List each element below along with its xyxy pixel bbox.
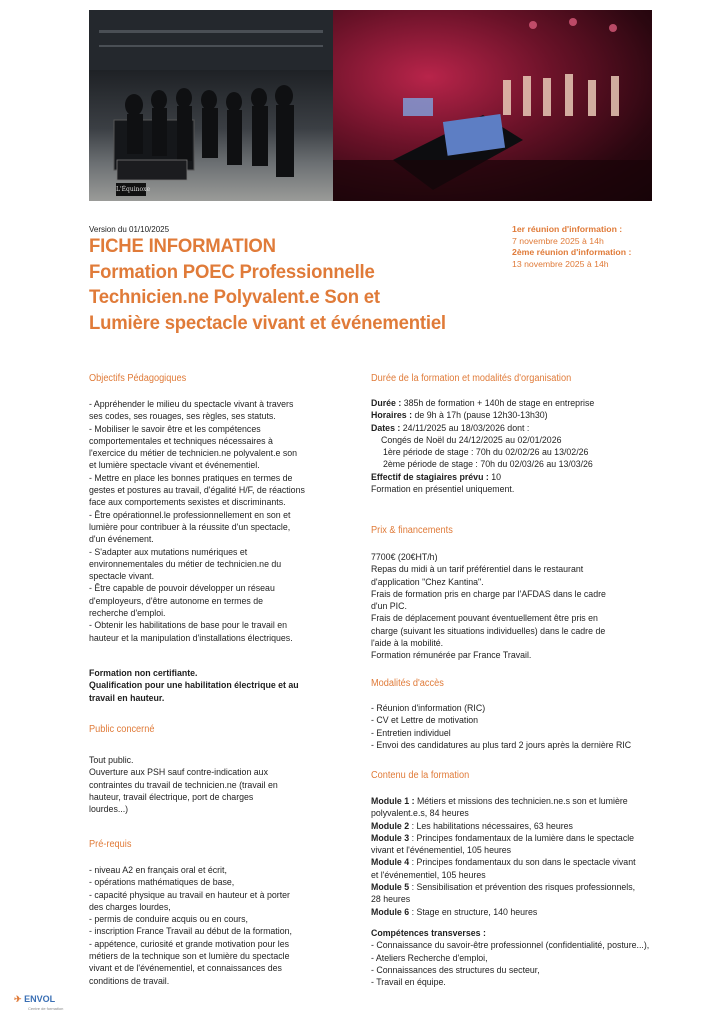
title-line-3: Technicien.ne Polyvalent.e Son et — [89, 286, 380, 308]
module-4-cont: et l'événementiel, 105 heures — [371, 869, 486, 880]
module-3-label: Module 3 — [371, 832, 410, 843]
objectifs-line: et lumière spectacle vivant et événementiel. — [89, 460, 260, 471]
prix-line: Frais de formation pris en charge par l'AFDAS dans le cadre — [371, 588, 606, 599]
objectifs-line: l'exercice du métier de technicien.ne polyvalent.e son — [89, 448, 298, 459]
prix-line: charge (suivant les situations individuelles) dans le cadre de — [371, 625, 606, 636]
page-title — [89, 234, 488, 336]
objectifs-line: recherche d'emploi. — [89, 608, 166, 619]
transverses-line: - Connaissances des structures du secteur, — [371, 964, 540, 975]
module-3 — [371, 832, 636, 844]
envol-logo-text: ENVOL — [24, 994, 56, 1004]
objectifs-line: - Obtenir les habilitations de base pour le travail en — [89, 620, 288, 631]
objectifs-line: hauteur et la manipulation d'installations électriques. — [89, 632, 293, 643]
public-heading: Public concerné — [89, 724, 155, 735]
prerequis-list — [89, 864, 292, 987]
duree-value: 385h de formation + 140h de stage en entreprise — [401, 398, 595, 408]
prerequis-line: - capacité physique au travail en hauteur et à porter — [89, 889, 290, 900]
effectif-label: Effectif de stagiaires prévu : — [371, 471, 489, 482]
objectifs-line: d'un événement. — [89, 534, 154, 545]
objectifs-line: - S'adapter aux mutations numériques et — [89, 546, 248, 557]
prerequis-line: - inscription France Travail au début de la formation, — [89, 926, 292, 937]
horaires-value: de 9h à 17h (pause 12h30-13h30) — [412, 410, 548, 421]
modules-list — [371, 795, 636, 918]
objectifs-line: d'employeurs, d'être autonome en termes de — [89, 595, 264, 606]
certification-line: Formation non certifiante. — [89, 668, 198, 678]
module-2-label: Module 2 — [371, 820, 410, 831]
transverses-line: - Ateliers Recherche d'emploi, — [371, 952, 488, 963]
prerequis-line: - appétence, curiosité et grande motivation pour les — [89, 938, 290, 949]
module-4-text: : Principes fondamentaux du son dans le spectacle vivant — [409, 857, 636, 868]
objectifs-line: - Mettre en place les bonnes pratiques en termes de — [89, 472, 293, 483]
version-date: Version du 01/10/2025 — [89, 225, 170, 234]
acces-line: - Entretien individuel — [371, 727, 451, 738]
prerequis-line: conditions de travail. — [89, 975, 170, 986]
dates-label: Dates : — [371, 422, 401, 433]
prix-line: Formation rémunérée par France Travail. — [371, 650, 532, 661]
mode-line: Formation en présentiel uniquement. — [371, 484, 515, 495]
module-5-label: Module 5 — [371, 882, 410, 893]
module-4-label: Module 4 — [371, 857, 410, 868]
prerequis-line: des charges lourdes, — [89, 901, 171, 912]
info-meetings — [512, 224, 631, 270]
module-5-text: : Sensibilisation et prévention des risques professionnels, — [409, 882, 636, 893]
dates-sub: 1ère période de stage : 70h du 02/02/26 au 13/02/26 — [383, 447, 589, 458]
dates-value: 24/11/2025 au 18/03/2026 dont : — [400, 422, 530, 433]
prerequis-line: - opérations mathématiques de base, — [89, 877, 235, 888]
prix-line: l'aide à la mobilité. — [371, 638, 444, 649]
prix-heading: Prix & financements — [371, 525, 453, 536]
title-line-1: FICHE INFORMATION — [89, 235, 276, 257]
module-3-text: : Principes fondamentaux de la lumière dans le spectacle — [409, 832, 635, 843]
transverses-line: - Connaissance du savoir-être professionnel (confidentialité, posture...), — [371, 940, 650, 951]
module-2 — [371, 820, 636, 832]
public-line: contraintes du travail de technicien.ne (travail en — [89, 779, 278, 790]
module-5 — [371, 881, 636, 893]
module-6-text: : Stage en structure, 140 heures — [409, 906, 538, 917]
transverses-list — [371, 927, 649, 988]
transverses-title: Compétences transverses : — [371, 928, 486, 938]
title-line-4: Lumière spectacle vivant et événementiel — [89, 311, 446, 334]
module-3-cont: vivant et l'événementiel, 105 heures — [371, 845, 512, 856]
certification-line: travail en hauteur. — [89, 692, 165, 703]
envol-logo-subtitle: Centre de formation — [28, 1006, 64, 1011]
objectifs-line: - Appréhender le milieu du spectacle vivant à travers — [89, 399, 294, 409]
prerequis-line: métiers de la technique son et lumière du spectacle — [89, 951, 290, 962]
duree-heading: Durée de la formation et modalités d'organisation — [371, 373, 572, 384]
meeting-2-date: 13 novembre 2025 à 14h — [512, 258, 609, 269]
certification-line: Qualification pour une habilitation électrique et au — [89, 680, 299, 691]
public-list — [89, 754, 278, 815]
duree-details — [371, 397, 594, 495]
duree-row — [371, 397, 594, 409]
acces-line: - Envoi des candidatures au plus tard 2 jours après la dernière RIC — [371, 739, 632, 750]
acces-list — [371, 702, 631, 751]
dates-row — [371, 422, 594, 434]
objectifs-line: ses codes, ses rouages, ses règles, ses statuts. — [89, 411, 276, 422]
duree-label: Durée : — [371, 398, 402, 408]
effectif-row — [371, 471, 594, 483]
module-1-label: Module 1 : — [371, 796, 415, 806]
envol-logo — [14, 994, 55, 1005]
objectifs-line: lumière pour contribuer à la réussite d'un spectacle, — [89, 521, 291, 532]
acces-line: - Réunion d'information (RIC) — [371, 703, 486, 713]
module-1-text: Métiers et missions des technicien.ne.s son et lumière — [414, 796, 628, 806]
objectifs-line: - Mobiliser le savoir être et les compétences — [89, 423, 261, 434]
contenu-heading: Contenu de la formation — [371, 770, 470, 781]
public-line: Tout public. — [89, 755, 134, 765]
team-photo-illustration — [89, 10, 333, 201]
prerequis-line: - niveau A2 en français oral et écrit, — [89, 865, 227, 875]
horaires-row — [371, 409, 594, 421]
module-2-text: : Les habilitations nécessaires, 63 heures — [409, 820, 573, 831]
prix-line: d'un PIC. — [371, 601, 407, 612]
objectifs-line: - Être capable de pouvoir développer un réseau — [89, 583, 275, 594]
public-line: Ouverture aux PSH sauf contre-indication aux — [89, 767, 268, 778]
public-line: hauteur, travail électrique, port de charges — [89, 791, 254, 802]
module-4 — [371, 856, 636, 868]
module-5-cont: 28 heures — [371, 894, 411, 905]
certification-note — [89, 667, 299, 704]
effectif-value: 10 — [488, 471, 502, 482]
objectifs-line: comportementales et techniques nécessaires à — [89, 435, 273, 446]
prerequis-line: vivant et de l'événementiel, et connaissances des — [89, 963, 282, 974]
meeting-2-label: 2ème réunion d'information : — [512, 247, 632, 258]
prix-line: Repas du midi à un tarif préférentiel dans le restaurant — [371, 564, 584, 575]
prerequis-heading: Pré-requis — [89, 839, 132, 850]
module-6 — [371, 906, 636, 918]
objectifs-line: - Être opérationnel.le professionnellement en son et — [89, 509, 291, 520]
stage-photo-illustration — [333, 10, 652, 201]
envol-logo-icon: ✈ — [14, 994, 22, 1004]
title-line-2: Formation POEC Professionnelle — [89, 260, 375, 283]
dates-sub: 2ème période de stage : 70h du 02/03/26 au 13/03/26 — [383, 459, 593, 470]
meeting-1-date: 7 novembre 2025 à 14h — [512, 235, 604, 246]
objectifs-list — [89, 398, 305, 644]
objectifs-heading: Objectifs Pédagogiques — [89, 373, 187, 384]
prix-line: 7700€ (20€HT/h) — [371, 552, 438, 562]
objectifs-line: environnementales du métier de technicien.ne du — [89, 558, 282, 569]
prix-list — [371, 551, 606, 662]
team-photo — [89, 10, 333, 201]
module-1-cont: polyvalent.e.s, 84 heures — [371, 808, 469, 819]
module-1 — [371, 795, 636, 807]
public-line: lourdes...) — [89, 804, 129, 815]
acces-line: - CV et Lettre de motivation — [371, 715, 479, 726]
objectifs-line: face aux comportements sexistes et discriminants. — [89, 497, 286, 508]
dates-sub: Congés de Noël du 24/12/2025 au 02/01/2026 — [381, 434, 562, 445]
module-6-label: Module 6 — [371, 906, 410, 917]
stage-photo — [333, 10, 652, 201]
prix-line: Frais de déplacement pouvant éventuellement être pris en — [371, 613, 598, 624]
acces-heading: Modalités d'accès — [371, 678, 444, 689]
prix-line: d'application "Chez Kantina". — [371, 576, 484, 587]
meeting-1-label: 1er réunion d'information : — [512, 224, 623, 234]
objectifs-line: spectacle vivant. — [89, 571, 155, 582]
transverses-line: - Travail en équipe. — [371, 977, 446, 988]
horaires-label: Horaires : — [371, 410, 413, 421]
prerequis-line: - permis de conduire acquis ou en cours, — [89, 914, 248, 925]
venue-logo: L'Équinoxe — [116, 183, 146, 196]
objectifs-line: gestes et postures au travail, d'égalité H/F, de réactions — [89, 485, 305, 496]
